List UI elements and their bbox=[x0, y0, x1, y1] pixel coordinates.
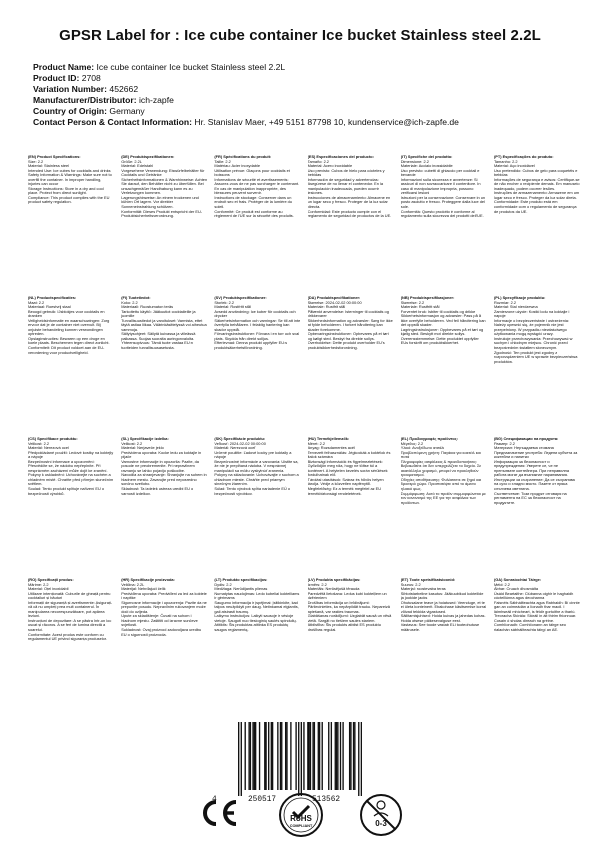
spec-line: Størrelse: 2.2 bbox=[400, 299, 425, 305]
spec-line: Velikost: 2.2 bbox=[121, 440, 143, 446]
info-country-of-origin: Country of Origin: Germany bbox=[33, 106, 145, 116]
spec-line: Súlad: Tento výrobok spĺňa nariadenie EÚ o bezpečnosti výrobkov. bbox=[214, 486, 291, 496]
spec-line: Material: Edelstahl bbox=[121, 163, 154, 169]
spec-line: Maat: 2.2 bbox=[28, 299, 45, 305]
spec-line: Tárolási utasítások: Száraz és hűvös helyen tárolja. Védje a közvetlen napfénytől. bbox=[307, 476, 384, 487]
spec-line: Varnostne informacije in opozorila: Pazite, da posode ne preobremenite. Pri nepravilnem ravnanju se lahko pojavijo poškodbe. bbox=[121, 458, 199, 473]
barcode-digit-lead: 4 bbox=[212, 796, 217, 804]
spec-column bbox=[401, 296, 487, 437]
spec-line: Material: Aço inoxidável bbox=[493, 163, 535, 169]
spec-line: Drošības informācija un brīdinājumi: Pārliecinieties, ka nepārpildāt trauku. Nepareizā apiešanā, var rasties traumas. bbox=[307, 599, 390, 614]
spec-line: Uso previsto: cubetti di ghiaccio per cocktail e bevande bbox=[400, 167, 480, 178]
age-0-3-warning-icon bbox=[358, 792, 404, 838]
rohs-label: RoHS bbox=[290, 814, 312, 823]
spec-line: Matériau: Acier inoxydable bbox=[214, 163, 261, 169]
spec-line: Säkerhetsinformation och varningar: Se till att inte överfylla behållaren. I felaktig hantering kan skador uppstå. bbox=[214, 317, 301, 332]
spec-line: Izmērs: 2.2 bbox=[307, 581, 327, 587]
rohs-compliant-icon bbox=[278, 792, 324, 838]
spec-line: Dydis: 2.2 bbox=[214, 581, 232, 587]
ean-barcode bbox=[238, 722, 362, 796]
spec-line: Materiale: Rustfritt stål bbox=[400, 304, 440, 310]
spec-line: Sigurnosne informacije i upozorenja: Pazite da ne prepunite posudu. Nepravilnim rukovanjem može doći do ozljeda. bbox=[121, 599, 207, 614]
spec-line: Suurus: 2.2 bbox=[400, 581, 421, 587]
spec-line: Материал: Неръждаема стомана bbox=[493, 445, 554, 451]
spec-line: Lagringsinstruksjoner: Oppbevares på et tørt og kjølig sted. Beskytt mot direkte sollys. bbox=[400, 326, 484, 337]
spec-line: Overensstemmelse: Dette produktet oppfyller EUs forskrift om produktsikkerhet. bbox=[400, 335, 479, 346]
spec-line: Navodila za shranjevanje: Shranjujte na suhem in hladnem mestu. Zavarujte pred neposredno sončno svetlobo. bbox=[121, 472, 207, 487]
spec-line: Säilitamisjuhised: Hoida kuivas ja jahedas kohas. Hoida otsese päikesevalguse eest. bbox=[400, 613, 486, 623]
spec-column bbox=[308, 578, 394, 698]
spec-line: Faisnéis Sábháilteachta agus Rabhaidh: Bí cinnte gan an coimeádán a líonadh thar maoil. I láimhseáil mhícheart, is féidir gortuithe a tharlú. bbox=[493, 599, 580, 614]
spec-line: Informations de sécurité et avertissements: Assurez-vous de ne pas surcharger le contenant. En cas de manipulation inappropriée, des blessures peuvent survenir. bbox=[214, 176, 300, 196]
info-product-id: Product ID: 2708 bbox=[33, 73, 101, 83]
spec-line: Informações de segurança e avisos: Certifique-se de não encher o recipiente demais. Em manuseio inadequado, podem ocorrer lesões. bbox=[493, 176, 580, 191]
spec-column bbox=[494, 296, 580, 437]
spec-line: Material: Rostfritt stål bbox=[214, 304, 251, 310]
spec-line: Saugumo informacija ir įspėjimai: Įsitikinkite, kad talpos neužpildyti per daug. Netinkamai elgiantis, gali atsirasti traumų. bbox=[214, 599, 299, 614]
spec-line: Intended Use: Ice cubes for cocktails and drinks bbox=[28, 167, 111, 173]
spec-line: Avsedd användning: Ice kuber för cocktails och drycker bbox=[214, 308, 296, 319]
spec-line: Turvallisuustiedot ja varoitukset: Varmista, ettet täytä astiaa liikaa. Väärinkäsittelyssä voi aiheutua vammoja. bbox=[121, 317, 207, 332]
spec-line: Sukladnost: Ovaj proizvod zadovoljava uredbu EU o sigurnosti proizvoda. bbox=[121, 627, 202, 637]
spec-line: Instructions de stockage: Conserver dans un endroit sec et frais. Protéger de la lumière du soleil. bbox=[214, 194, 293, 210]
spec-column bbox=[28, 578, 114, 698]
spec-column bbox=[401, 155, 487, 296]
spec-line: Οδηγίες αποθήκευσης: Φυλάσσετε σε ξηρό και δροσερό χώρο. Προστατέψτε από το άμεσο ηλιακό φως. bbox=[400, 476, 482, 492]
spec-heading: (GA) Sonraíochtaí Táirge: bbox=[493, 578, 542, 582]
spec-line: Размер: 2.2 bbox=[493, 440, 515, 446]
product-info bbox=[33, 62, 593, 128]
spec-column bbox=[28, 437, 114, 578]
spec-line: Atbilstība: Šis produkts atbilst ES produktu drošības regulai. bbox=[307, 622, 381, 633]
spec-line: Vastavus: See toode vastab ELi tooteohutuse määrusele. bbox=[400, 622, 480, 633]
spec-column bbox=[214, 437, 300, 578]
spec-heading: (SK) Špecifikácie produktu: bbox=[214, 437, 266, 441]
spec-line: Materiál: Nerezová oceľ bbox=[214, 445, 256, 451]
ce-mark-icon bbox=[198, 798, 240, 828]
spec-line: Инструкции за съхранение: Да се съхранява на сухо и хладно място. Пазете от пряка слънчева светлина. bbox=[493, 476, 575, 492]
spec-heading: (ET) Toote spetsifikatsioonid: bbox=[400, 578, 456, 582]
spec-line: Materiál: Nerezová ocel bbox=[28, 445, 69, 451]
spec-line: Conformiteit: Dit product voldoet aan de EU-verordening voor productveiligheid. bbox=[28, 345, 105, 355]
spec-line: Úsáid Beartaithe: Ciúbanna oighir le haghaidh cócteiliúnna agus deochanna bbox=[493, 590, 574, 601]
spec-line: Laikymo instrukcijos: Laikyti sausoje ir vėsioje vietoje. Saugoti nuo tiesioginių saulės spindulių. bbox=[214, 613, 297, 623]
spec-line: Προβλεπόμενη χρήση: Παγάκια για κοκτέιλ και ποτά bbox=[400, 449, 481, 460]
spec-heading: (CS) Specifikace produktu: bbox=[28, 437, 78, 441]
spec-heading: (SL) Specifikacije izdelka: bbox=[121, 437, 169, 441]
spec-line: Rozmiar: 2.2 bbox=[493, 299, 516, 305]
spec-heading: (PT) Especificações do produto: bbox=[493, 155, 554, 159]
spec-line: Sicherheitsinformationen & Warnhinweise: Achten Sie darauf, den Behälter nicht zu überfüllen. Bei unsachgemäßer Handhabung kann es zu Verletzungen kommen. bbox=[121, 176, 208, 196]
spec-line: Yhteensopivuus: Tämä tuote vastaa EU:n tuotteiden turvallisuusasetusta. bbox=[121, 340, 193, 351]
spec-line: Materiale: Rustfrit stål bbox=[307, 304, 346, 310]
spec-band bbox=[28, 296, 580, 437]
spec-line: Material: Nerjaveče jeklo bbox=[121, 445, 164, 451]
spec-line: Sihtotstarbeline kasutus: Jääkuubikud kokteilide ja jookide jaoks bbox=[400, 590, 484, 601]
spec-heading: (DA) Produktspecifikationer: bbox=[307, 296, 361, 300]
spec-line: Veiligheidsinformatie en waarschuwingen: Zorg ervoor dat je de container niet overvult. Bij onjuiste behandeling kunnen verwondingen optreden. bbox=[28, 317, 110, 337]
spec-line: Paredzētā lietošana: Ledus kubi kokteiļiem un dzērieniem bbox=[307, 590, 387, 601]
spec-line: Предназначение употреба: Ледени кубчета за коктейли и напитки bbox=[493, 449, 578, 460]
spec-line: Forventet bruk: Isbiter til cocktails og drikke bbox=[400, 308, 476, 314]
info-contact: Contact Person & Contact Information: Hr. Stanislav Maer, +49 5151 87798 10, kundenservice@ich-zapfe.de bbox=[33, 117, 459, 127]
spec-column bbox=[214, 296, 300, 437]
spec-line: Určené použitie: Ľadové kocky pre koktaily a nápoje bbox=[214, 449, 292, 460]
spec-band bbox=[28, 437, 580, 578]
spec-line: Glabāšanas norādījumi: Uzglabāt sausā un vēsā vietā. Sargāt no tiešiem saules stariem. bbox=[307, 613, 392, 623]
spec-heading: (EN) Product Specifications: bbox=[28, 155, 81, 159]
spec-line: Dimensione: 2.2 bbox=[400, 158, 429, 164]
spec-line: Conformidade: Este produto está em conformidade com o regulamento de segurança de produtos da UE. bbox=[493, 199, 577, 214]
spec-line: Informații de siguranță și avertismente: Asigurați-vă că nu umpleți prea mult containerul. În manipularea necorespunzătoare, pot apărea leziuni. bbox=[28, 599, 113, 619]
spec-line: Predvidena uporaba: Kocke ledu za koktajle in pijače bbox=[121, 449, 202, 460]
spec-line: Compliance: This product complies with the EU product safety regulation. bbox=[28, 194, 110, 205]
spec-heading: (NL) Productspecificaties: bbox=[28, 296, 77, 300]
spec-line: Materiaal: Roestvrij staal bbox=[28, 304, 71, 310]
spec-line: Storage Instructions: Store in a dry and cool place. Protect from direct sunlight. bbox=[28, 185, 104, 196]
spec-line: Säilytysohjeet: Säilytä kuivassa ja viileässä paikassa. Suojaa suoralta auringonvalolta. bbox=[121, 331, 196, 341]
spec-line: Skladnost: Ta izdelek ustreza uredbi EU o varnosti izdelkov. bbox=[121, 486, 194, 496]
spec-column bbox=[121, 578, 207, 698]
spec-line: Informacje o bezpieczeństwie i ostrzeżenia: Należy upewnić się, że pojemnik nie jest przepełniony. W przypadku niewłaściwego użytkowania mogą wystąpić urazy. bbox=[493, 317, 569, 337]
page-title: GPSR Label for : Ice cube container Ice bucket Stainless steel 2.2L bbox=[59, 27, 541, 44]
spec-column bbox=[494, 155, 580, 296]
spec-heading: (ES) Especificaciones del producto: bbox=[307, 155, 374, 159]
spec-line: Bezpečnostní informace a upozornění: Přesvědčte se, že nádobu nepřeplníte. Při nesprávném zacházení může dojít ke zranění. bbox=[28, 458, 108, 473]
spec-line: Pokyny na skladovanie: Uchovávajte v suchom a chladnom mieste. Chráňte pred priamym slnečným žiarením. bbox=[214, 472, 299, 487]
rohs-compliant-label: COMPLIANT bbox=[289, 824, 313, 828]
spec-column bbox=[401, 578, 487, 698]
spec-line: Velikost: 2.2 bbox=[28, 440, 49, 446]
spec-line: Zgodność: Ten produkt jest zgodny z rozporządzeniem UE w sprawie bezpieczeństwa produktów. bbox=[493, 349, 578, 364]
spec-line: Biztonsági információk és figyelmeztetések: Győződjön meg róla, hogy ne töltse túl a konténert. A helytelen kezelés során sérülések fordulhatnak elő. bbox=[307, 458, 388, 478]
spec-line: Förvaringsinstruktioner: Förvara i en torr och sval plats. Skydda från direkt solljus. bbox=[214, 331, 300, 341]
spec-line: Koko: 2.2 bbox=[121, 299, 138, 305]
spec-column bbox=[401, 437, 487, 578]
spec-line: Størrelse: 2024-02-02 00:00:00 bbox=[307, 299, 362, 305]
spec-column bbox=[214, 155, 300, 296]
spec-line: Uso pretendido: Cubos de gelo para coquetéis e bebidas bbox=[493, 167, 578, 178]
spec-column bbox=[121, 296, 207, 437]
spec-line: Efterlevnad: Denna produkt uppfyller EU:s produktsäkerhetsförordning. bbox=[214, 340, 288, 351]
spec-line: Veľkosť: 2024-02-02 00:00:00 bbox=[214, 440, 266, 446]
spec-heading: (NB) Produktspesifikasjoner: bbox=[400, 296, 455, 300]
spec-column bbox=[121, 155, 207, 296]
spec-line: Uso previsto: Cubos de hielo para cócteles y bebidas bbox=[307, 167, 385, 178]
spec-line: Conformitate: Acest produs este conform cu regulamentul UE privind siguranța produselor. bbox=[28, 631, 107, 642]
spec-column bbox=[308, 296, 394, 437]
spec-line: Informazioni sulla sicurezza e avvertenze: Si assicuri di non sovraccaricare il contenitore. In caso di manipolazione impropria, possono verificarsi lesioni bbox=[400, 176, 481, 196]
spec-heading: (PL) Specyfikacje produktu: bbox=[493, 296, 546, 300]
spec-line: Upute za skladištenje: Čuvati na suhom i hladnom mjestu. Zaštititi od izravne sunčeve svjetlosti. bbox=[121, 613, 198, 628]
info-product-name: Product Name: Ice cube container Ice bucket Stainless steel 2.2L bbox=[33, 62, 286, 72]
spec-line: Größe: 2.2L bbox=[121, 158, 142, 164]
spec-line: Materiale: Acciaio inossidabile bbox=[400, 163, 453, 169]
spec-heading: (FR) Spécifications du produit: bbox=[214, 155, 272, 159]
spec-heading: (SV) Produktspecifikationer: bbox=[214, 296, 267, 300]
barcode-digits-left: 250517 bbox=[248, 796, 277, 804]
spec-line: Utilizare intenționată: Cuburile de gheață pentru cocktailuri și băuturi bbox=[28, 590, 111, 601]
spec-heading: (EL) Προδιαγραφές προϊόντος: bbox=[400, 437, 459, 441]
spec-line: Konformität: Dieses Produkt entspricht der EU-Produktsicherheitsverordnung. bbox=[121, 208, 203, 219]
spec-line: Информация за безопасност и предупреждения: Уверете се, че не препълвате контейнера. При неправилна работа могат да възникнат наранявания. bbox=[493, 458, 569, 478]
spec-line: Bezpečnostné informácie a varovania: Uistite sa, že nie je prepĺňaná nádoba. V nesprávnej manipulácii sa môžu vyskytnúť zranenia. bbox=[214, 458, 299, 473]
spec-line: Predviđena uporaba: Predviđeni za led za koktele i napitke bbox=[121, 590, 207, 601]
spec-line: Safety Information & Warnings: Make sure not to overfill the container. In improper handling, injuries can occur bbox=[28, 172, 112, 187]
spec-line: Materiāls: Nerūsējošā tērauda bbox=[307, 586, 360, 592]
spec-line: Instrucciones de almacenamiento: Almacene en un lugar seco y fresco. Proteger de la luz solar directa. bbox=[307, 194, 391, 210]
spec-column bbox=[214, 578, 300, 698]
spec-line: Material: Stainless steel bbox=[28, 163, 70, 169]
spec-line: Předpokládané použití: Ledové kostky na koktejly a nápoje bbox=[28, 449, 114, 460]
spec-line: Méid: 2.2 bbox=[493, 581, 510, 587]
spec-line: Zamierzone użycie: Kostki lodu na koktajle i napoje bbox=[493, 308, 570, 319]
spec-line: Istruzioni per la conservazione: Conservare in un posto asciutto e fresco. Proteggere dalla luce del sole. bbox=[400, 194, 486, 210]
spec-line: Beoogd gebruik: IJsblokjes voor cocktails en dranken bbox=[28, 308, 105, 319]
spec-line: Size: 2.2 bbox=[28, 158, 44, 164]
spec-column bbox=[28, 155, 114, 296]
spec-heading: (FI) Tuotetiedot: bbox=[121, 296, 151, 300]
spec-line: Lagerungshinweise: An einem trockenen und kühlen Ort lagern. Vor direkter Sonneneinstrahlung schützen. bbox=[121, 194, 199, 210]
spec-line: Opslaginstructies: Bewaren op een droge en koele plaats. Beschermen tegen direct zonlicht. bbox=[28, 335, 110, 346]
spec-column bbox=[494, 578, 580, 698]
barcode-digits-right: 513562 bbox=[312, 796, 341, 804]
spec-line: Pokyny k uskladnění: Uchovávejte na suchém a chladném místě. Chraňte před přímým slunečním světlem. bbox=[28, 472, 114, 487]
spec-line: Información de seguridad y advertencias: Asegúrese de no llenar el contenedor. En la manipulación inadecuada, pueden ocurrir lesiones. bbox=[307, 176, 384, 196]
info-manufacturer: Manufacturer/Distributor: ich-zapfe bbox=[33, 95, 174, 105]
spec-line: Materiał: Stal nierdzewna bbox=[493, 304, 538, 310]
spec-band bbox=[28, 155, 580, 296]
spec-line: Μέγεθος: 2.2 bbox=[400, 440, 424, 446]
spec-line: Sikkerhedsinformation og advarsler: Sørg for ikke at fylde beholderen. I forkert håndtering kan skader forekomme. bbox=[307, 317, 393, 332]
spec-line: Conformité: Ce produit est conforme au règlement de l'UE sur la sécurité des produits. bbox=[214, 208, 294, 219]
spec-line: Materjal: roostevaba teras bbox=[400, 586, 446, 592]
spec-line: Υλικό: Ανοξείδωτο ατσάλι bbox=[400, 445, 445, 451]
spec-line: Treoracha Stórála: Stóráil in áit thirim fhionnuar. Cosain ó sholas díreach na gréine. bbox=[493, 613, 577, 623]
spec-line: Numatytas naudojimas: Ledo kubeliai kokteiliams ir gėrimams bbox=[214, 590, 300, 601]
spec-line: Méret: 2.2 bbox=[307, 440, 326, 446]
spec-line: Sikkerhetsinformasjon og advarsler: Pass på å ikke overfylle beholderen. Ved feil håndtering kan det oppstå skader. bbox=[400, 313, 486, 328]
spec-line: Instrukcje przechowywania: Przechowywać w suchym i chłodnym miejscu. Chronić przed bezpośrednim światłem słonecznym. bbox=[493, 335, 573, 351]
spec-line: Materijal: Nehrđajući čelik bbox=[121, 586, 166, 592]
spec-line: Tervezett felhasználás: Jégkockák a koktélok és italok számára bbox=[307, 449, 391, 460]
spec-heading: (HU) Termékjellemzők: bbox=[307, 437, 350, 441]
spec-line: Soulad: Tento produkt splňuje nařízení EU o bezpečnosti výrobků. bbox=[28, 486, 105, 496]
spec-line: Opbevaringsinstruktioner: Opbevares på et tørt og køligt sted. Beskyt fra direkte sollys. bbox=[307, 331, 389, 341]
spec-line: Atitiktis: Šis produktas atitinka ES produktų saugos reglamentą. bbox=[214, 622, 289, 633]
spec-heading: (LT) Produkto specifikacijos: bbox=[214, 578, 268, 582]
spec-line: Utilisation prévue: Glaçons pour cocktails et boissons bbox=[214, 167, 290, 178]
info-variation-number: Variation Number: 452662 bbox=[33, 84, 139, 94]
spec-line: Συμμόρφωση: Αυτό το προϊόν συμμορφώνεται με τον κανονισμό της ΕΕ για την ασφάλεια των προϊόντων. bbox=[400, 490, 486, 505]
spec-heading: (HR) Specifikacije proizvoda: bbox=[121, 578, 175, 582]
spec-line: Påtænkt anvendelse: Isterninger til cocktails og drikkevarer bbox=[307, 308, 389, 319]
spec-line: Material: Acero inoxidable bbox=[307, 163, 353, 169]
spec-heading: (BG) Спецификации на продукта: bbox=[493, 437, 559, 441]
spec-line: Tarkoitettu käyttö: Jääkuutiot cocktaileille ja juomille bbox=[121, 308, 196, 319]
spec-line: Instrucțiuni de depozitare: A se păstra într-un loc uscat și răcoros. A se feri de lumina directă a soarelui. bbox=[28, 617, 112, 633]
spec-column bbox=[121, 437, 207, 578]
spec-line: Mărime: 2.2 bbox=[28, 581, 49, 587]
spec-line: Anyag: Rozsdamentes acél bbox=[307, 445, 355, 451]
spec-line: Tamaño: 2.2 bbox=[307, 158, 329, 164]
spec-column bbox=[308, 437, 394, 578]
spec-line: Medžiaga: Nerūdijantis plienas bbox=[214, 586, 268, 592]
spec-column bbox=[308, 155, 394, 296]
spec-heading: (RO) Specificații produs: bbox=[28, 578, 74, 582]
spec-line: Veličina: 2.2L bbox=[121, 581, 145, 587]
spec-line: Storlek: 2.2 bbox=[214, 299, 235, 305]
spec-line: Tamanho: 2.2 bbox=[493, 158, 518, 164]
spec-line: Conformità: Questo prodotto è conforme al regolamento sulla sicurezza dei prodotti dell'UE. bbox=[400, 208, 484, 219]
spec-grid bbox=[28, 155, 580, 698]
spec-line: Materiaali: Ruostumaton teräs bbox=[121, 304, 174, 310]
spec-line: Overholdelse: Dette produkt overholder EU's produktsikkerhedsforordning. bbox=[307, 340, 385, 351]
age-label: 0-3 bbox=[375, 819, 387, 828]
spec-heading: (DE) Produktspezifikationen: bbox=[121, 155, 175, 159]
spec-line: Megfelelőség: Ez a termék megfelel az EU termékbiztonsági rendeletének. bbox=[307, 486, 382, 496]
spec-line: Ohutusalane teave ja hoiatused: Veenduge, et te ei ületa konteinerit. Ebakohase käsitsemise korral võivad tekkida vigastused. bbox=[400, 599, 487, 614]
spec-band bbox=[28, 578, 580, 698]
spec-line: Ábhar: Cruach dhosmálta bbox=[493, 586, 539, 592]
spec-line: Vorgesehene Verwendung: Eiswürfelbehälter für Cocktails und Getränke bbox=[121, 167, 205, 178]
spec-line: Taille: 2.2 bbox=[214, 158, 231, 164]
spec-heading: (IT) Specifiche del prodotto: bbox=[400, 155, 453, 159]
spec-column bbox=[494, 437, 580, 578]
spec-line: Comhlíonadh: Comhlíonann an táirge seo rialachán sábháilteachta táirgí an AE. bbox=[493, 622, 566, 633]
spec-line: Instruções de armazenamento: Armazene em um lugar seco e fresco. Proteger da luz solar direta. bbox=[493, 190, 580, 200]
spec-line: Conformidad: Este producto cumple con el reglamento de seguridad de productos de la UE. bbox=[307, 208, 392, 219]
spec-column bbox=[28, 296, 114, 437]
spec-line: Material: Oțel inoxidabil bbox=[28, 586, 69, 592]
spec-heading: (LV) Produkta specifikācijas: bbox=[307, 578, 361, 582]
spec-line: Πληροφορίες ασφάλειας & προειδοποιήσεις: Βεβαιωθείτε ότι δεν υπερχειλίζετε το δοχείο. Σε ακατάλληλο χειρισμό, μπορεί να προκληθούν τραυματισμοί. bbox=[400, 458, 482, 478]
spec-line: Съответствие: Този продукт отговаря на регламента на ЕС за безопасност на продуктите. bbox=[493, 490, 567, 505]
